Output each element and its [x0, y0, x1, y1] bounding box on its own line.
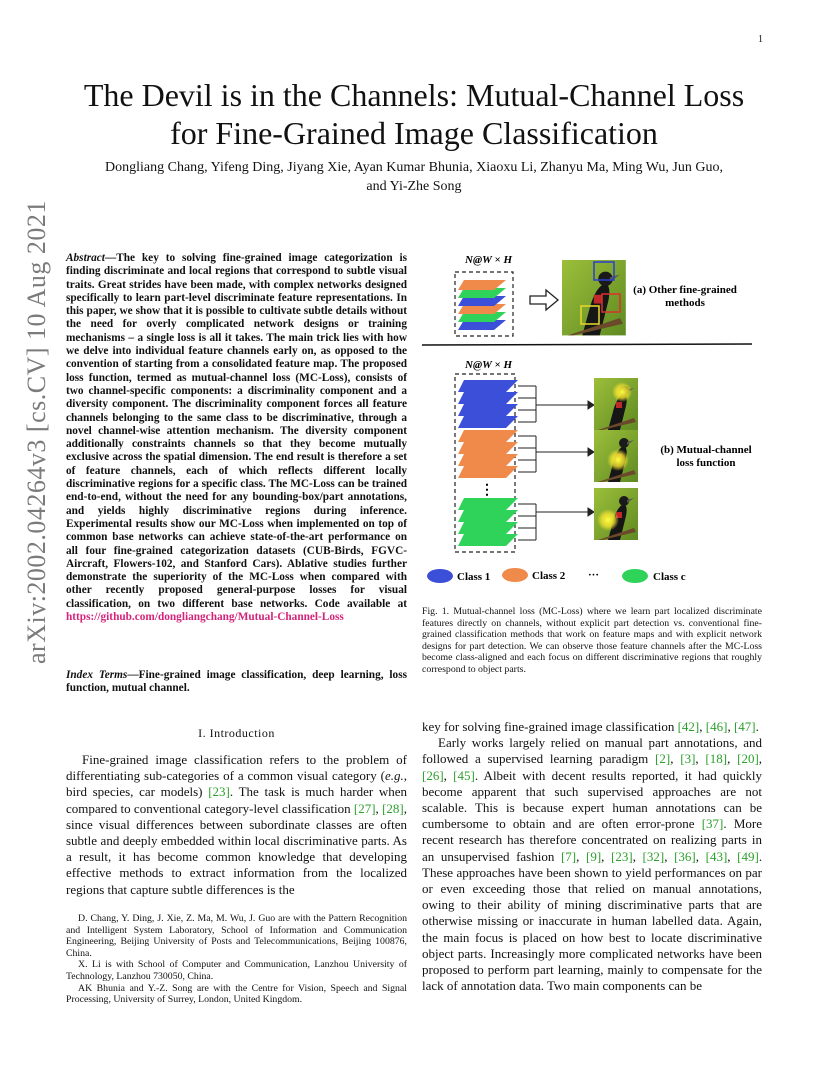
intro-text: Fine-grained image classification refers to the problem of differentiating sub-categories of a common visual category (	[66, 752, 407, 784]
body-text: . These approaches have been shown to yield performances on par or even exceeding those that relied on manual annotations, owing to their ability of mining discriminative parts that are otherwise missing or inaccurate in human labelled data. Again, the main focus is placed on how best to locate discriminative object parts. Increasingly more complicated networks have been proposed to perform part learning, mainly to compensate for the lack of annotation data. Two main components can be	[422, 848, 763, 994]
author-list	[62, 158, 766, 196]
code-link[interactable]: https://github.com/dongliangchang/Mutual-Channel-Loss	[66, 611, 344, 624]
authors-line-1: Dongliang Chang, Yifeng Ding, Jiyang Xie, Ayan Kumar Bhunia, Xiaoxu Li, Zhanyu Ma, Ming Wu, Jun Guo,	[105, 160, 723, 175]
arxiv-stamp: arXiv:2002.04264v3 [cs.CV] 10 Aug 2021	[22, 200, 51, 664]
citation-link[interactable]: [27]	[353, 800, 376, 816]
citation-link[interactable]: [28]	[382, 800, 404, 816]
arrow-right-icon	[530, 290, 558, 310]
abstract	[66, 252, 407, 624]
figure-caption: Fig. 1. Mutual-channel loss (MC-Loss) where we learn part localized discriminate features directly on channels, without explicit part detection vs. conventional fine-grained classification methods that work on feature maps and with explicit network designs for part detection. We can observe those feature channels after the MC-Loss become class-aligned and each focus on different discriminative regions that roughly correspond to object parts.	[422, 606, 762, 675]
right-paragraph-continuation: key for solving fine-grained image classification [42], [46], [47].	[422, 719, 759, 734]
label-a-line-1: (a) Other fine-grained	[633, 284, 737, 296]
citation-link[interactable]: [26]	[422, 767, 444, 783]
legend-swatch-class2	[502, 568, 528, 582]
footnote-affiliation-2: X. Li is with School of Computer and Communication, Lanzhou University of Technology, Lanzhou 730050, China.	[66, 959, 407, 982]
citation-link[interactable]: [46]	[705, 719, 728, 734]
body-text: . Albeit with decent results reported, it had quickly become apparent that such supervised approaches are not scalable. This is because expert human annotations can be cumbersome to obtain and are often error-prone	[422, 767, 762, 832]
body-text: . More recent research has therefore concentrated on realizing parts in an unsupervised fashion	[422, 816, 762, 864]
legend-swatch-classc	[622, 569, 648, 583]
title-line-1: The Devil is in the Channels: Mutual-Channel Loss	[83, 77, 745, 113]
citation-link[interactable]: [9]	[585, 848, 602, 864]
abstract-text: —The key to solving fine-grained image categorization is finding discriminate and local regions that correspond to subtle visual traits. Great strides have been made, with complex networks designed specifically to learn part-level discriminate feature representations. In this paper, we show that it is possible to cultivate subtle details without the need for overly complicated network designs or training mechanisms – a single loss is all it takes. The main trick lies with how we delve into individual feature channels early on, as opposed to the convention of starting from a consolidated feature map. The proposed loss function, termed as mutual-channel loss (MC-Loss), consists of two channel-specific components: a discriminality component and a diversity component. The discriminality component forces all feature channels belonging to the same class to be discriminative, through a novel channel-wise attention mechanism. The diversity component additionally constraints channels so that they become mutually exclusive across the spatial dimension. The end result is therefore a set of feature channels, each of which reflects different locally discriminative regions for a specific class. The MC-Loss can be trained end-to-end, without the need for any bounding-box/part annotations, and yields highly discriminative regions during inference. Experimental results show our MC-Loss when implemented on top of common base networks can achieve state-of-the-art performance on all four fine-grained categorization datasets (CUB-Birds, FGVC-Aircraft, Flowers-102, and Stanford Cars). Ablative studies further demonstrate the superiority of the MC-Loss when compared with other recently proposed general-purpose losses for visual classification, on two different base networks. Code available at	[66, 252, 407, 610]
feature-map-size-label-top: N@W × H	[465, 254, 513, 266]
legend-ellipsis: ···	[588, 569, 600, 581]
citation-link[interactable]: [47]	[733, 719, 756, 734]
citation-link[interactable]: [23]	[611, 848, 633, 864]
citation-link[interactable]: [3]	[680, 751, 696, 767]
intro-eg: e.g.	[384, 768, 404, 784]
body-text: .	[755, 719, 759, 734]
right-paragraph-early-works: Early works largely relied on manual part annotations, and followed a supervised learning paradigm [2], [3], [18], [20], [26], [45]. Albeit with decent results reported, it had quickly become apparent that such supervised approaches are not scalable. This is because expert human annotations can be cumbersome to obtain and are often error-prone [37]. More recent research has therefore concentrated on realizing parts in an unsupervised fashion [7], [9], [23], [32], [36], [43], [49]. These approaches have been shown to yield performances on par or even exceeding those that relied on manual annotations, owing to their ability of mining discriminative parts that are otherwise missing or inaccurate in human labelled data. Again, the main focus is placed on how best to locate discriminative object parts. Increasingly more complicated networks have been proposed to perform part learning, mainly to compensate for the lack of annotation data. Two main components can be	[422, 735, 763, 994]
legend-swatch-class1	[427, 569, 453, 583]
label-a-line-2: methods	[665, 297, 705, 309]
citation-link[interactable]: [42]	[677, 719, 700, 734]
intro-paragraph	[66, 752, 407, 898]
legend-label-class2: Class 2	[532, 570, 566, 582]
bird-image-b2	[594, 430, 638, 482]
bird-image-b1	[594, 378, 638, 430]
feature-stack-classc	[458, 498, 518, 546]
figure-1	[422, 250, 762, 595]
citation-link[interactable]: [2]	[655, 751, 671, 767]
authors-line-2: and Yi-Zhe Song	[366, 179, 462, 194]
citation-link[interactable]: [20]	[737, 751, 759, 767]
abstract-label: Abstract	[66, 252, 105, 264]
index-terms-label: Index Terms	[66, 669, 128, 681]
citation-link[interactable]: [36]	[674, 848, 696, 864]
intro-text: , since visual differences between subordinate classes are often subtle and deeply embedded within local discriminative parts. As a result, it has become common knowledge that developing effective methods to extract information from the localized regions that capture subtle differences is the	[66, 800, 407, 897]
citation-link[interactable]: [49]	[737, 848, 759, 864]
connector-lines	[518, 386, 594, 540]
footnote-affiliation-1: D. Chang, Y. Ding, J. Xie, Z. Ma, M. Wu, J. Guo are with the Pattern Recognition and Intelligent System Laboratory, School of Information and Communication Engineering, Beijing University of Posts and Telecommunications, Beijing 100876, China.	[66, 913, 407, 959]
citation-link[interactable]: [18]	[705, 751, 728, 767]
body-text: key for solving fine-grained image classification	[422, 719, 678, 734]
feature-map-size-label-bottom: N@W × H	[465, 359, 513, 371]
label-b-line-1: (b) Mutual-channel	[660, 444, 752, 456]
legend-label-class1: Class 1	[457, 571, 491, 583]
citation-link[interactable]: [7]	[560, 848, 577, 864]
figure-divider	[422, 344, 752, 345]
right-column-text	[422, 719, 762, 994]
body-text: Early works largely relied on manual part annotations, and followed a supervised learning paradigm	[422, 735, 762, 767]
section-heading-introduction: I. Introduction	[198, 726, 275, 740]
footnote-affiliation-3: AK Bhunia and Y.-Z. Song are with the Centre for Vision, Speech and Signal Processing, University of Surrey, London, United Kingdom.	[66, 982, 407, 1006]
citation-link[interactable]: [45]	[453, 767, 475, 783]
stack-ellipsis: ⋮	[480, 483, 494, 498]
citation-link[interactable]: [23]	[208, 784, 230, 800]
feature-stack-mixed	[458, 280, 506, 330]
page-number: 1	[758, 34, 763, 45]
index-terms-text: —Fine-grained image classification, deep learning, loss function, mutual channel.	[66, 669, 407, 695]
paper-title	[0, 76, 828, 152]
intro-text: , bird species, car models)	[66, 768, 407, 800]
intro-text: ,	[375, 800, 383, 816]
legend-label-classc: Class c	[653, 571, 686, 583]
feature-stack-class2	[458, 430, 518, 478]
intro-text: . The task is much harder when compared to conventional category-level classification	[66, 784, 408, 816]
citation-link[interactable]: [32]	[642, 848, 665, 864]
index-terms	[66, 669, 407, 696]
footnotes	[66, 913, 407, 1006]
label-b-line-2: loss function	[676, 457, 736, 469]
title-line-2: for Fine-Grained Image Classification	[170, 115, 658, 151]
citation-link[interactable]: [37]	[701, 816, 724, 832]
citation-link[interactable]: [43]	[705, 848, 728, 864]
feature-stack-class1	[458, 380, 518, 428]
bird-image-b3	[594, 488, 638, 540]
